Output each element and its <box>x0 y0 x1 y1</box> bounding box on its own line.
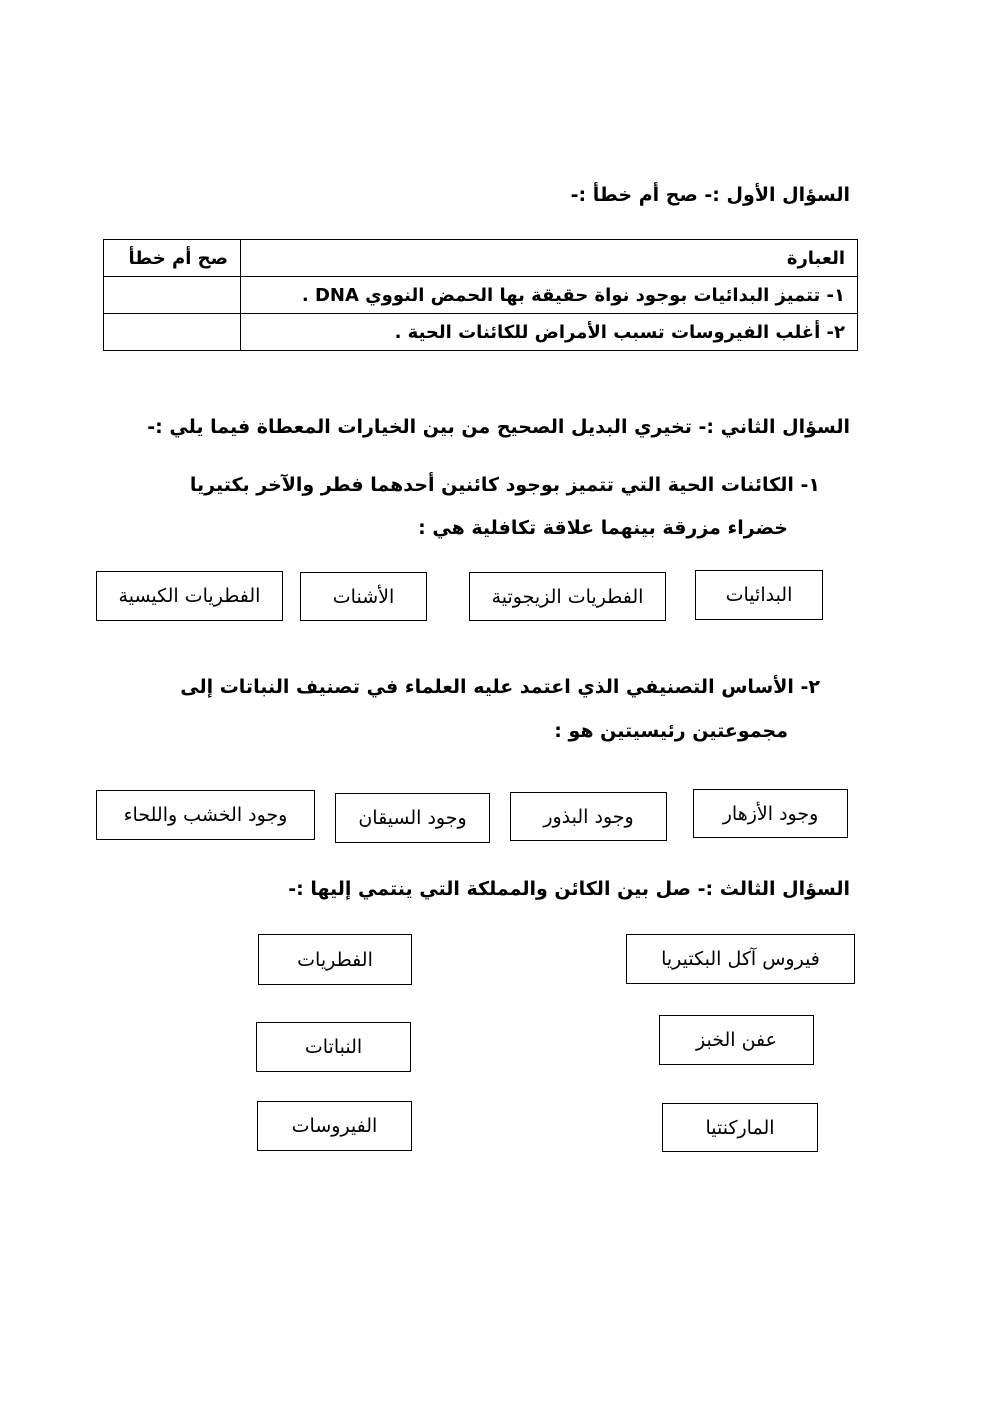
kingdom-box[interactable]: النباتات <box>256 1022 411 1072</box>
table-row <box>104 277 858 314</box>
table-header-row <box>104 240 858 277</box>
option-box[interactable]: وجود الأزهار <box>693 789 848 838</box>
statement-cell: ١- تتميز البدائيات بوجود نواة حقيقة بها الحمض النووي DNA . <box>241 277 858 314</box>
q1-title: السؤال الأول :- صح أم خطأ :- <box>570 184 850 206</box>
q3-title: السؤال الثالث :- صل بين الكائن والمملكة التي ينتمي إليها :- <box>288 878 850 900</box>
option-box[interactable]: وجود الخشب واللحاء <box>96 790 315 840</box>
true-false-table <box>103 239 858 351</box>
option-box[interactable]: الأشنات <box>300 572 427 621</box>
q2-title: السؤال الثاني :- تخيري البديل الصحيح من بين الخيارات المعطاة فيما يلي :- <box>147 416 850 438</box>
statement-cell: ٢- أغلب الفيروسات تسبب الأمراض للكائنات الحية . <box>241 314 858 351</box>
option-box[interactable]: الفطريات الزيجوتية <box>469 572 666 621</box>
option-box[interactable]: الفطريات الكيسية <box>96 571 283 621</box>
answer-cell[interactable] <box>104 314 241 351</box>
answer-cell[interactable] <box>104 277 241 314</box>
organism-box[interactable]: الماركنتيا <box>662 1103 818 1152</box>
header-statement: العبارة <box>241 240 858 277</box>
q2-item1-line1: ١- الكائنات الحية التي تتميز بوجود كائنين أحدهما فطر والآخر بكتيريا <box>189 474 820 496</box>
organism-box[interactable]: عفن الخبز <box>659 1015 814 1065</box>
header-answer: صح أم خطأ <box>104 240 241 277</box>
option-box[interactable]: وجود البذور <box>510 792 667 841</box>
kingdom-box[interactable]: الفطريات <box>258 934 412 985</box>
option-box[interactable]: وجود السيقان <box>335 793 490 843</box>
table-row <box>104 314 858 351</box>
kingdom-box[interactable]: الفيروسات <box>257 1101 412 1151</box>
q2-item1-line2: خضراء مزرقة بينهما علاقة تكافلية هي : <box>418 517 788 539</box>
option-box[interactable]: البدائيات <box>695 570 823 620</box>
q2-item2-line2: مجموعتين رئيسيتين هو : <box>554 720 788 742</box>
q2-item2-line1: ٢- الأساس التصنيفي الذي اعتمد عليه العلماء في تصنيف النباتات إلى <box>180 676 820 698</box>
organism-box[interactable]: فيروس آكل البكتيريا <box>626 934 855 984</box>
